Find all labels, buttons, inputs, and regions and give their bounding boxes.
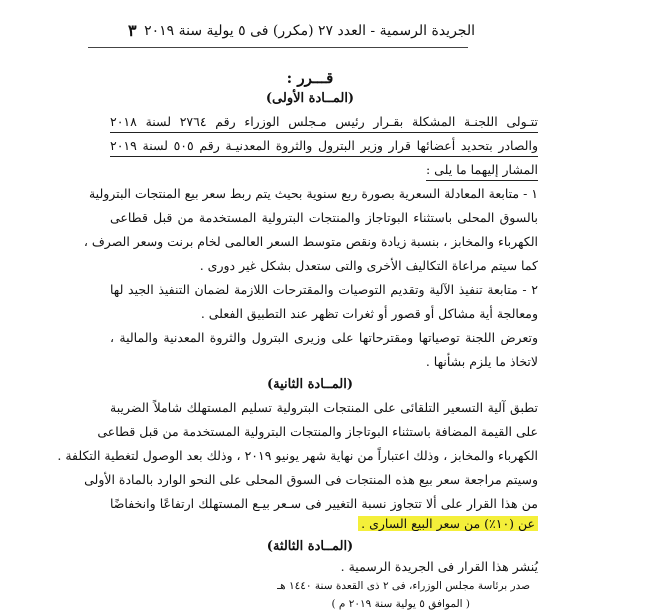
highlighted-rate-text: عن (١٠٪) من سعر البيع السارى . [358, 516, 538, 531]
article-3-line-1: يُنشر هذا القرار فى الجريدة الرسمية . [340, 559, 538, 574]
decree-title: قـــرر : [286, 69, 334, 87]
article-2-line-3: الكهرباء والمخابز ، وذلك اعتباراً من نهاية شهر يونيو ٢٠١٩ ، وذلك بعد الوصول لتغطية التكلفة . [57, 448, 538, 463]
article-1-line-9: ومعالجة أية مشاكل أو قصور أو ثغرات تظهر عند التطبيق الفعلى . [200, 306, 538, 321]
corresponding-date-line: ( الموافق ٥ يولية سنة ٢٠١٩ م ) [331, 598, 470, 610]
article-2-line-5: من هذا القرار على ألا تتجاوز نسبة التغيير فى سـعر بيـع المستهلك ارتفاعًا وانخفاضًا [110, 496, 538, 511]
article-1-line-11: لاتخاذ ما يلزم بشأنها . [425, 354, 538, 369]
page-number: ٣ [128, 21, 137, 40]
article-1-line-7: كما سيتم مراعاة التكاليف الأخرى والتى ستعدل بشكل غير دورى . [199, 258, 538, 273]
article-3-heading: (المــادة الثالثة) [266, 539, 354, 554]
article-1-line-1: تتـولى اللجنـة المشكلة بقـرار رئيس مـجلس الوزراء رقم ٢٧٦٤ لسنة ٢٠١٨ [110, 112, 538, 133]
article-1-heading: (المــادة الأولى) [265, 91, 355, 106]
issued-by-line: صدر برئاسة مجلس الوزراء، فى ٢ ذى القعدة سنة ١٤٤٠ هـ [277, 580, 530, 592]
article-2-line-4: وسيتم مراجعة سعر بيع هذه المنتجات فى السوق المحلى على النحو الوارد بالمادة الأولى [84, 472, 538, 487]
gazette-header: الجريدة الرسمية - العدد ٢٧ (مكرر) فى ٥ يولية سنة ٢٠١٩ [144, 23, 475, 39]
article-1-line-2: والصادر بتحديد أعضائها قرار وزير البترول والثروة المعدنيـة رقم ٥٠٥ لسنة ٢٠١٩ [110, 136, 538, 157]
header-rule [88, 47, 468, 48]
article-2-line-2: على القيمة المضافة باستثناء البوتاجاز والمنتجات البترولية المستخدمة من قبل قطاعى [97, 424, 538, 439]
article-1-line-4: ١ - متابعة المعادلة السعرية بصورة ربع سنوية بحيث يتم ربط سعر بيع المنتجات البترولية [88, 186, 538, 201]
article-1-line-10: وتعرض اللجنة توصياتها ومقترحاتها على وزيرى البترول والثروة المعدنية والمالية ، [110, 330, 538, 345]
article-2-line-1: تطبق آلية التسعير التلقائى على المنتجات البترولية تسليم المستهلك شاملاً الضريبة [110, 400, 538, 415]
article-1-line-8: ٢ - متابعة تنفيذ الآلية وتقديم التوصيات والمقترحات اللازمة لضمان التنفيذ الجيد لها [110, 282, 538, 297]
article-1-line-3: المشار إليهما ما يلى : [426, 160, 538, 181]
article-2-heading: (المــادة الثانية) [266, 377, 354, 392]
article-2-line-6 [358, 514, 538, 534]
article-1-line-6: الكهرباء والمخابز ، بنسبة زيادة ونقص متوسط السعر العالمى لخام برنت وسعر الصرف ، [83, 234, 538, 249]
article-1-line-5: بالسوق المحلى باستثناء البوتاجاز والمنتجات البترولية المستخدمة من قبل قطاعى [110, 210, 538, 225]
